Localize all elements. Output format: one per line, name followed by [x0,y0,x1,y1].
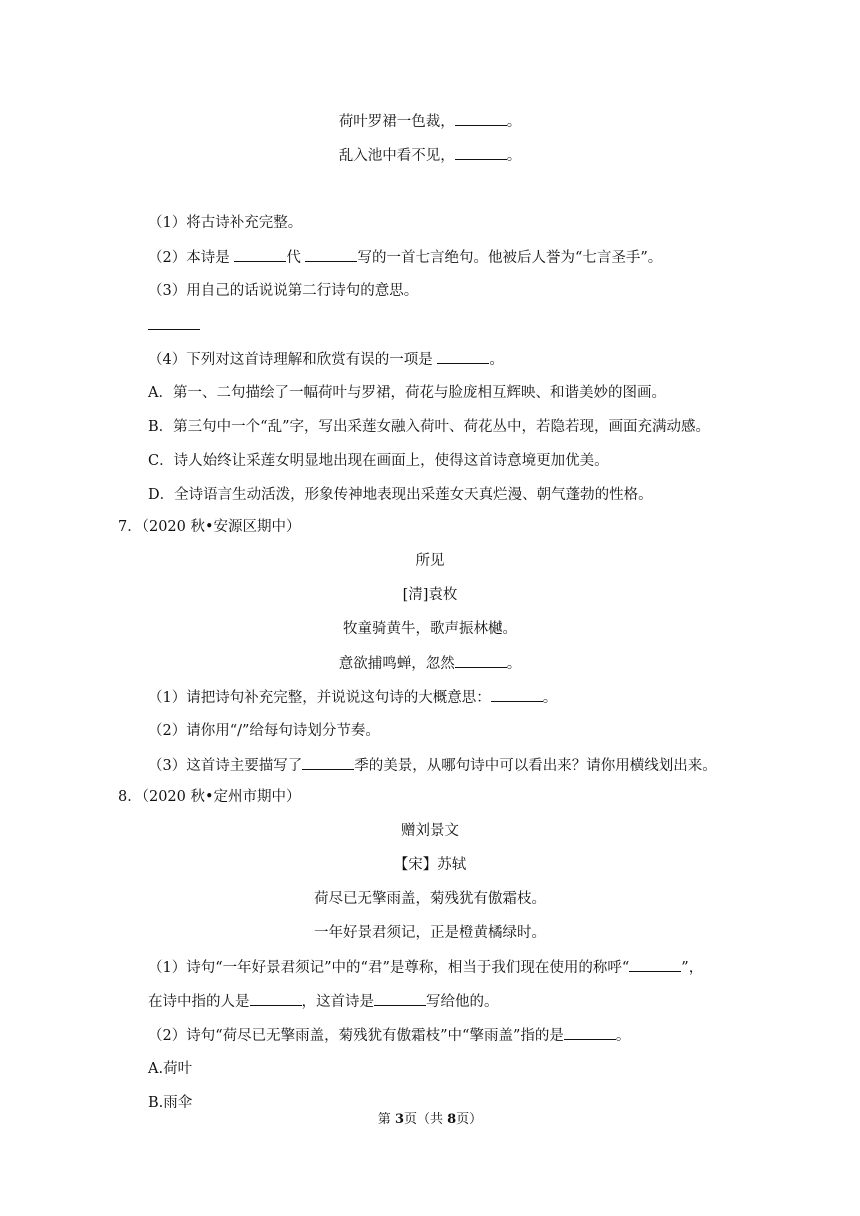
answer-blank[interactable] [455,653,507,668]
q7-header: 7．（2020 秋•安源区期中） [118,519,301,535]
q6-sub-3-answer [148,315,200,336]
q8-poem-title: 赠刘景文 [401,823,459,839]
answer-blank[interactable] [437,349,489,364]
q8-poem-author: 【宋】苏轼 [393,857,467,873]
answer-blank[interactable] [455,145,507,160]
poem-line-2: 乱入池中看不见， 。 [0,145,860,166]
answer-blank[interactable] [250,991,302,1006]
q6-sub-4: （4）下列对这首诗理解和欣赏有误的一项是 。 [148,349,504,370]
page-footer: 第 3页（共 8页） [377,1112,483,1127]
answer-blank[interactable] [629,957,681,972]
q6-option-c: C．诗人始终让采莲女明显地出现在画面上，使得这首诗意境更加优美。 [148,453,609,469]
q6-option-a: A．第一、二句描绘了一幅荷叶与罗裙，荷花与脸庞相互辉映、和谐美妙的图画。 [148,385,666,401]
answer-blank[interactable] [234,247,286,262]
q8-header: 8．（2020 秋•定州市期中） [118,789,301,805]
q6-sub-3: （3）用自己的话说说第二行诗句的意思。 [148,283,419,299]
answer-blank[interactable] [455,111,507,126]
q7-poem-title: 所见 [415,553,445,569]
answer-blank[interactable] [302,755,354,770]
page-total: 8 [447,1112,457,1127]
q7-sub-3: （3）这首诗主要描写了 季的美景，从哪句诗中可以看出来？请你用横线划出来。 [148,755,717,776]
q8-poem-line-2: 一年好景君须记，正是橙黄橘绿时。 [314,925,546,941]
q7-poem-line-2: 意欲捕鸣蝉，忽然 。 [0,653,860,674]
q6-sub-2: （2）本诗是 代 写的一首七言绝句。他被后人誉为“七言圣手”。 [148,247,662,268]
q7-poem-author: [清]袁枚 [402,587,458,603]
answer-blank[interactable] [374,991,426,1006]
q8-option-a: A.荷叶 [148,1061,193,1077]
q6-sub-1: （1）将古诗补充完整。 [148,215,303,231]
q8-sub-1: （1）诗句“一年好景君须记”中的“君”是尊称，相当于我们现在使用的称呼“ ”， [148,957,703,978]
answer-blank[interactable] [491,687,543,702]
q8-option-b: B.雨伞 [148,1095,193,1111]
q7-poem-line-1: 牧童骑黄牛，歌声振林樾。 [343,621,517,637]
q8-poem-line-1: 荷尽已无擎雨盖，菊残犹有傲霜枝。 [314,891,546,907]
q7-sub-1: （1）请把诗句补充完整，并说说这句诗的大概意思： 。 [148,687,557,708]
q7-sub-2: （2）请你用“/”给每句诗划分节奏。 [148,723,380,739]
q8-sub-2: （2）诗句“荷尽已无擎雨盖，菊残犹有傲霜枝”中“擎雨盖”指的是 。 [148,1025,630,1046]
page-number: 3 [394,1112,404,1127]
answer-blank[interactable] [148,315,200,330]
q8-sub-1-cont: 在诗中指的人是 ，这首诗是 写给他的。 [148,991,499,1012]
q6-option-d: D．全诗语言生动活泼，形象传神地表现出采莲女天真烂漫、朝气蓬勃的性格。 [148,487,653,503]
answer-blank[interactable] [305,247,357,262]
poem-line-1: 荷叶罗裙一色裁， 。 [0,111,860,132]
answer-blank[interactable] [564,1025,616,1040]
q6-option-b: B．第三句中一个“乱”字，写出采莲女融入荷叶、荷花丛中，若隐若现，画面充满动感。 [148,419,710,435]
